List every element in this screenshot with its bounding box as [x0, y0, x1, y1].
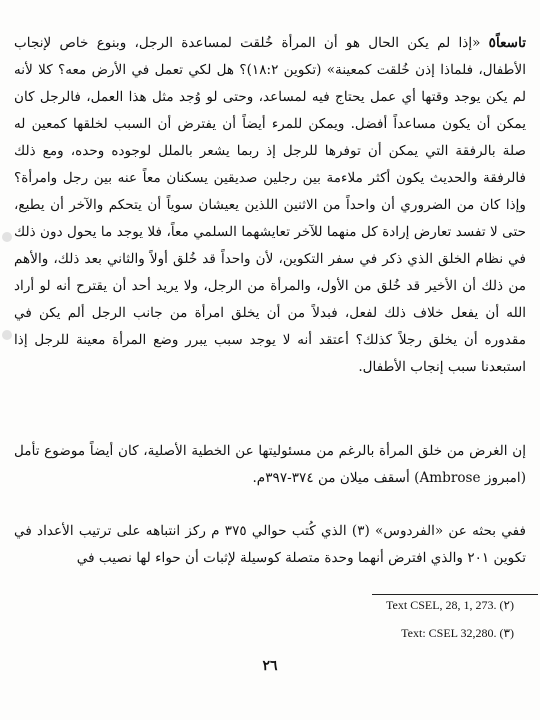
- paragraph-text: «إذا لم يكن الحال هو أن المرأة خُلقت لمساعدة الرجل، وبنوع خاص لإنجاب الأطفال، فلماذا إذن خُلقت كمعينة» (تكوين ١٨:٢)؟ هل لكي تعمل في الأرض معه؟ كلا لأنه لم يكن يوجد وقتها أي عمل يحتاج فيه لمساعد، وحتى لو وُجد مثل هذا العمل، فالرجل كان يمكن أن يكون مساعداً أفضل. ويمكن للمرء أيضاً أن يفترض أن السبب لخلقها كمعين له صلة بالرفقة التي يمكن أن توفرها للرجل إذ ربما يشعر بالملل لوجوده وحده، ومع ذلك فالرفقة والحديث يكون أكثر ملاءمة بين رجلين صديقين يسكنان معاً عنه بين رجل وامرأة؟ وإذا كان من الضروري أن واحداً من الاثنين اللذين يعيشان سوياً أن يتحكم والآخر أن يطيع، حتى لا تفسد تعارض إرادة كل منهما للآخر تعايشهما السلمي معاً، فلا يوجد ما يحول دون ذلك في نظام الخلق الذي ذكر في سفر التكوين، لأن واحداً قد خُلق أولاً والثاني بعد ذلك، والأهم من ذلك أن الأخير قد خُلق من الأول، والمرأة من الرجل، ولا يريد أحد أن يقترح أنه لو أراد الله أن يفعل خلاف ذلك لفعل، فبدلاً من أن يخلق امرأة من جانب الرجل ألم يكن في مقدوره أن يخلق رجلاً كذلك؟ أعتقد أنه لا يوجد سبب يبرر وضع المرأة معينة للرجل إذا استبعدنا سبب إنجاب الأطفال.: [14, 35, 526, 375]
- paragraph-label: تاسعاً٥: [488, 35, 526, 51]
- paragraph-text: إن الغرض من خلق المرأة بالرغم من مسئوليتها عن الخطية الأصلية، كان أيضاً موضوع تأمل (امبروز Ambrose) أسقف ميلان من ٣٧٤-٣٩٧م.: [14, 443, 526, 486]
- page-number: ٢٦: [262, 658, 278, 674]
- footnote-2: Text CSEL, 28, 1, 273. (٢): [386, 598, 514, 612]
- scan-mark: [2, 232, 12, 242]
- paragraph-paradise: [14, 518, 526, 572]
- paragraph-ambrose: [14, 438, 526, 492]
- scan-mark: [2, 330, 12, 340]
- paragraph-text: ففي بحثه عن «الفردوس» (٣) الذي كُتب حوالي ٣٧٥ م ركز انتباهه على ترتيب الأعداد في تكوين ٢٠١ والذي افترض أنهما وحدة متصلة كوسيلة لإثبات أن حواء لها نصيب في: [14, 523, 526, 566]
- paragraph-ninth: [14, 30, 526, 381]
- footnote-3: Text: CSEL 32,280. (٣): [401, 626, 514, 640]
- footnote-divider: [372, 594, 538, 595]
